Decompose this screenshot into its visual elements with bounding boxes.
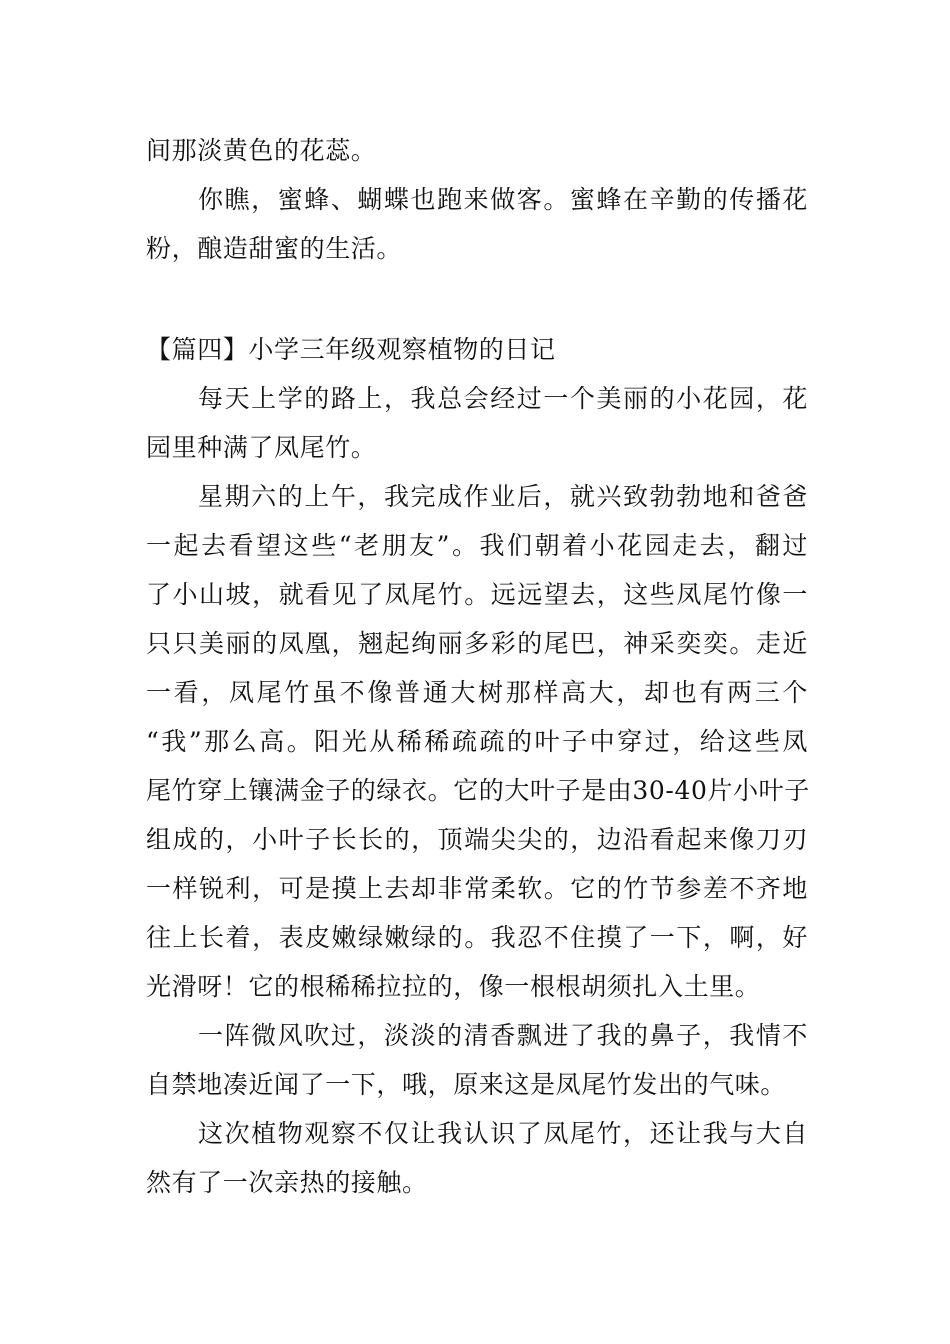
text-line: 粉，酿造甜蜜的生活。	[146, 234, 403, 263]
text-line: 星期六的上午，我完成作业后，就兴致勃勃地和爸爸	[198, 482, 808, 511]
paragraph-2	[146, 472, 808, 1011]
paragraph-1	[146, 374, 808, 472]
article-body	[146, 374, 808, 1207]
text-line: 尾竹穿上镶满金子的绿衣。它的大叶子是由30-40片小叶子	[146, 776, 810, 805]
text-line: 每天上学的路上，我总会经过一个美丽的小花园，花	[198, 384, 808, 413]
text-line: 往上长着，表皮嫩绿嫩绿的。我忍不住摸了一下，啊，好	[146, 923, 808, 952]
previous-section	[146, 126, 808, 273]
article-title: 【篇四】小学三年级观察植物的日记	[146, 335, 556, 364]
text-line: 光滑呀！它的根稀稀拉拉的，像一根根胡须扎入土里。	[146, 972, 761, 1001]
text-line: 一阵微风吹过，淡淡的清香飘进了我的鼻子，我情不	[198, 1021, 808, 1050]
text-line: 园里种满了凤尾竹。	[146, 433, 377, 462]
text-line: 了小山坡，就看见了凤尾竹。远远望去，这些凤尾竹像一	[146, 580, 808, 609]
text-line: 间那淡黄色的花蕊。	[146, 136, 377, 165]
paragraph-4	[146, 1109, 808, 1207]
text-line: 一看，凤尾竹虽不像普通大树那样高大，却也有两三个	[146, 678, 808, 707]
text-line: 这次植物观察不仅让我认识了凤尾竹，还让我与大自	[198, 1119, 808, 1148]
text-line: 你瞧，蜜蜂、蝴蝶也跑来做客。蜜蜂在辛勤的传播花	[198, 185, 808, 214]
article-header	[146, 325, 808, 374]
text-line: 只只美丽的凤凰，翘起绚丽多彩的尾巴，神采奕奕。走近	[146, 629, 808, 658]
paragraph-3	[146, 1011, 808, 1109]
text-line: 自禁地凑近闻了一下，哦，原来这是凤尾竹发出的气味。	[146, 1070, 787, 1099]
text-line: “我”那么高。阳光从稀稀疏疏的叶子中穿过，给这些凤	[146, 727, 808, 756]
text-line: 一样锐利，可是摸上去却非常柔软。它的竹节参差不齐地	[146, 874, 808, 903]
text-line: 一起去看望这些“老朋友”。我们朝着小花园走去，翻过	[146, 531, 808, 560]
text-line: 组成的，小叶子长长的，顶端尖尖的，边沿看起来像刀刃	[146, 825, 808, 854]
text-line: 然有了一次亲热的接触。	[146, 1168, 428, 1197]
